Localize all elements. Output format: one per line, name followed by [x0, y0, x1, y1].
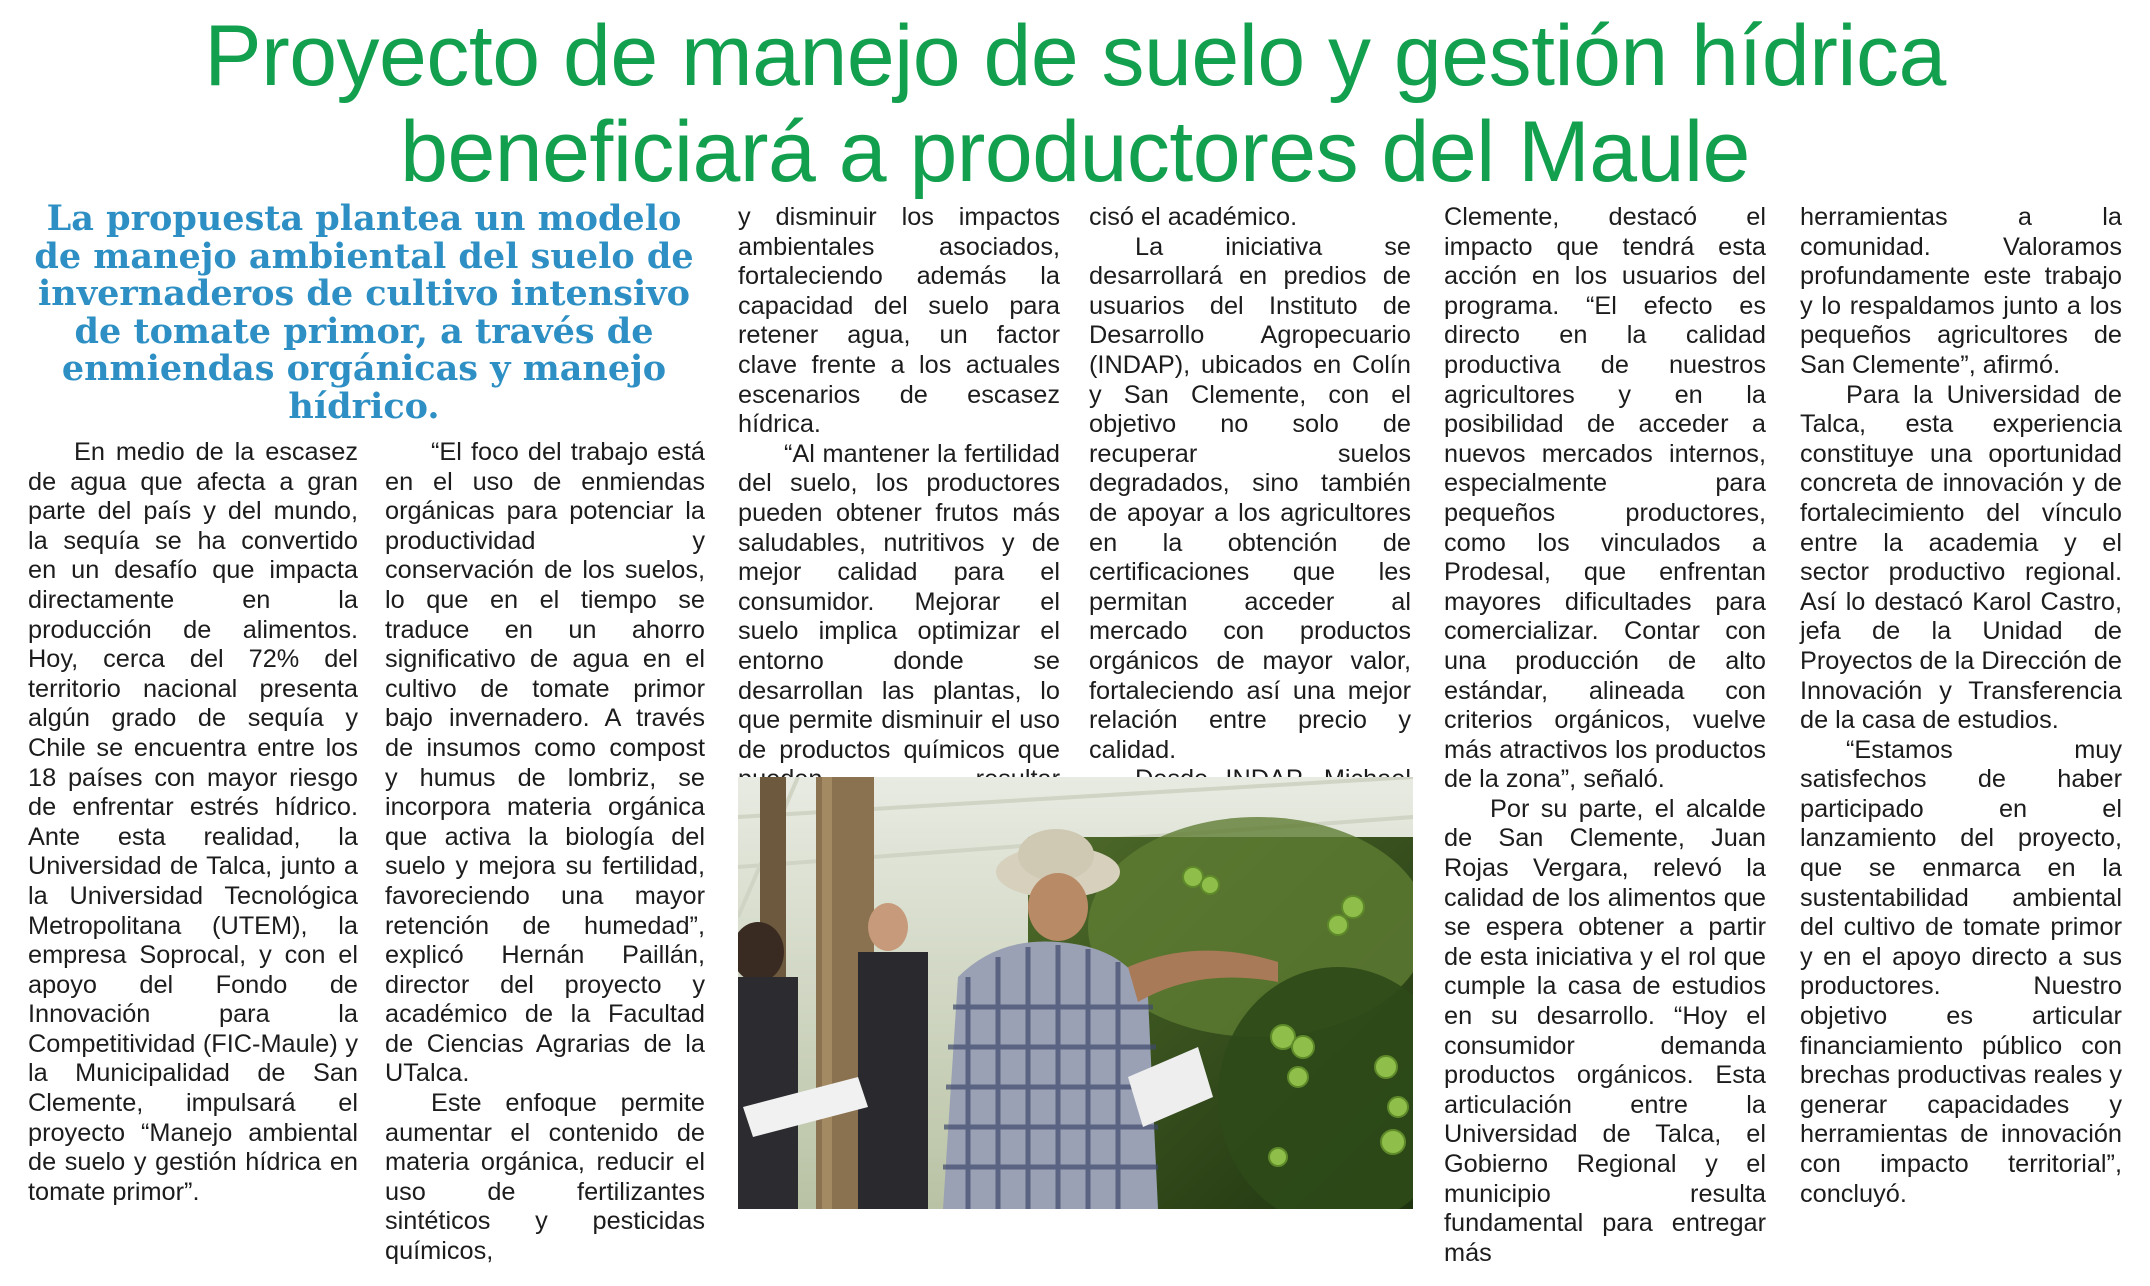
paragraph: En medio de la escasez de agua que afecta a gran parte del país y del mundo, la sequía se ha convertido en un desafío que impacta directamente en la producción de alimentos. Hoy, cerca del 72% del territorio nacional presenta algún grado de sequía y Chile se encuentra entre los 18 países con mayor riesgo de enfrentar estrés hídrico. Ante esta realidad, la Universidad de Talca, junto a la Universidad Tecnológica Metropolitana (UTEM), la empresa Soprocal, y con el apoyo del Fondo de Innovación para la Competitividad (FIC-Maule) y la Municipalidad de San Clemente, impulsará el proyecto “Manejo ambiental de suelo y gestión hídrica en tomate primor”.	[28, 438, 358, 1206]
headline	[0, 8, 2150, 200]
article-column-5	[1444, 203, 1766, 1268]
paragraph: y disminuir los impactos ambientales asociados, fortaleciendo además la capacidad del suelo para retener agua, un factor clave frente a los actuales escenarios de escasez hídrica.	[738, 203, 1060, 439]
paragraph: Este enfoque permite aumentar el contenido de materia orgánica, reducir el uso de fertilizantes sintéticos y pesticidas químicos,	[385, 1089, 705, 1266]
paragraph: herramientas a la comunidad. Valoramos profundamente este trabajo y lo respaldamos junto a los pequeños agricultores de San Clemente”, afirmó.	[1800, 203, 2122, 379]
paragraph: Clemente, destacó el impacto que tendrá esta acción en los usuarios del programa. “El efecto es directo en la calidad productiva de nuestros agricultores y en la posibilidad de acceder a nuevos mercados internos, especialmente para pequeños productores, como los vinculados a Prodesal, que enfrentan mayores dificultades para comercializar. Contar con una producción de alto estándar, alineada con criterios orgánicos, vuelve más atractivos los productos de la zona”, señaló.	[1444, 203, 1766, 794]
article-column-2	[385, 438, 705, 1267]
article-column-6	[1800, 203, 2122, 1209]
paragraph: “Estamos muy satisfechos de haber participado en el lanzamiento del proyecto, que se enmarca en la sustentabilidad ambiental del cultivo de tomate primor y en el apoyo directo a sus productores. Nuestro objetivo es articular financiamiento público con brechas productivas reales y generar capacidades y herramientas de innovación con impacto territorial”, concluyó.	[1800, 735, 2122, 1208]
headline-line-1: Proyecto de manejo de suelo y gestión hídrica	[204, 8, 1946, 104]
article-column-1	[28, 438, 358, 1207]
paragraph: La iniciativa se desarrollará en predios de usuarios del Instituto de Desarrollo Agropecuario (INDAP), ubicados en Colín y San Clemente, con el objetivo no solo de recuperar suelos degradados, sino también de apoyar a los agricultores en la obtención de certificaciones que les permitan acceder al mercado con productos orgánicos de mayor valor, fortaleciendo así una mejor relación entre precio y calidad.	[1089, 232, 1411, 764]
paragraph: Por su parte, el alcalde de San Clemente, Juan Rojas Vergara, relevó la calidad de los alimentos que se espera obtener a partir de esta iniciativa y el rol que cumple la casa de estudios en su desarrollo. “Hoy el consumidor demanda productos orgánicos. Esta articulación entre la Universidad de Talca, el Gobierno Regional y el municipio resulta fundamental para entregar más	[1444, 794, 1766, 1267]
paragraph: “El foco del trabajo está en el uso de enmiendas orgánicas para potenciar la productividad y conservación de los suelos, lo que en el tiempo se traduce en un ahorro significativo de agua en el cultivo de tomate primor bajo invernadero. A través de insumos como compost y humus de lombriz, se incorpora materia orgánica que activa la biología del suelo y mejora su fertilidad, favoreciendo una mayor retención de humedad”, explicó Hernán Paillán, director del proyecto y académico de la Facultad de Ciencias Agrarias de la UTalca.	[385, 438, 705, 1088]
paragraph: “Al mantener la fertilidad del suelo, los productores pueden obtener frutos más saludables, nutritivos y de mejor calidad para el consumidor. Mejorar el suelo implica optimizar el entorno donde se desarrollan las plantas, lo que permite disminuir el uso de productos químicos que	[738, 439, 1060, 764]
headline-line-2: beneficiará a productores del Maule	[400, 104, 1750, 200]
lead-deck: La propuesta plantea un modelo de manejo ambiental del suelo de invernaderos de cultivo intensivo de tomate primor, a través de enmiendas orgánicas y manejo hídrico.	[34, 198, 694, 427]
paragraph: cisó el académico.	[1089, 203, 1298, 231]
paragraph: Para la Universidad de Talca, esta experiencia constituye una oportunidad concreta de innovación y de fortalecimiento del vínculo entre la academia y el sector productivo regional. Así lo destacó Karol Castro, jefa de la Unidad de Proyectos de la Dirección de Innovación y Transferencia de la casa de estudios.	[1800, 380, 2122, 735]
article-column-4	[1089, 203, 1411, 824]
greenhouse-tomato-photo	[738, 777, 1413, 1209]
article-column-3	[738, 203, 1060, 824]
